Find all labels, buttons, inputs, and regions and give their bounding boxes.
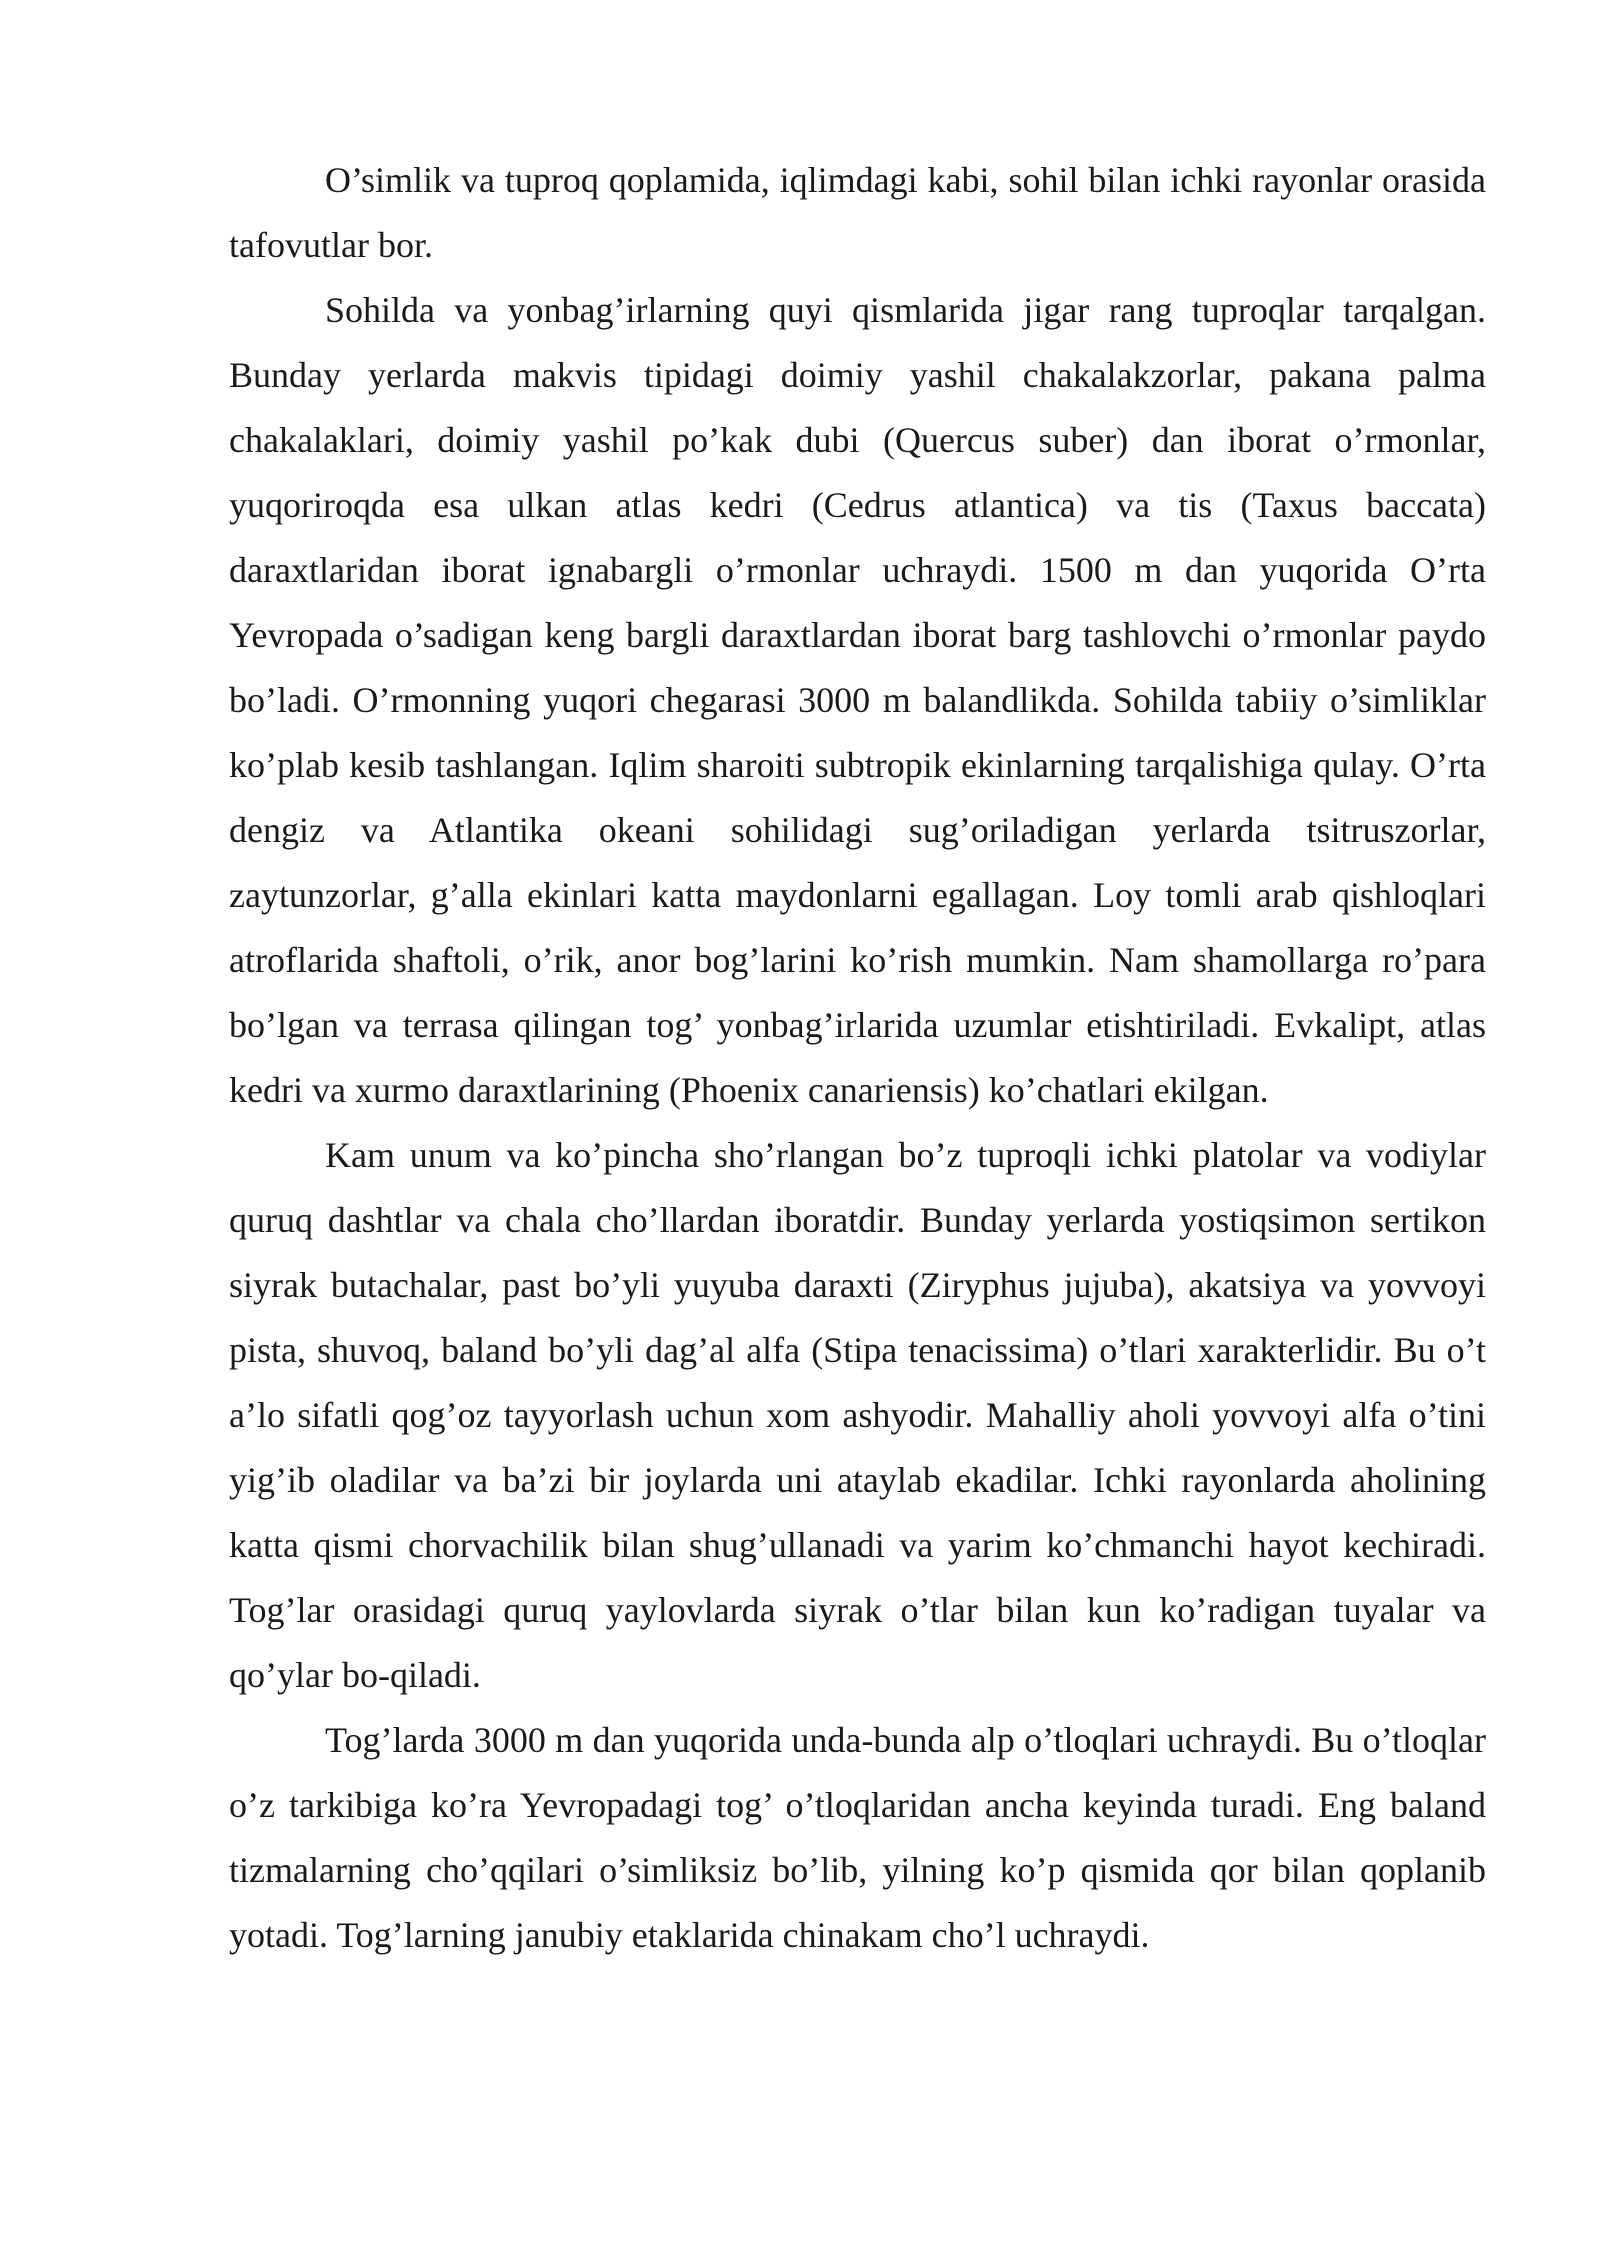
body-text (229, 148, 1486, 1968)
paragraph-vegetation-intro: O’simlik va tuproq qoplamida, iqlimdagi kabi, sohil bilan ichki rayonlar orasida tafovutlar bor. (229, 160, 1486, 265)
paragraph-mountain-meadows: Tog’larda 3000 m dan yuqorida unda-bunda alp o’tloqlari uchraydi. Bu o’tloqlar o’z tarkibiga ko’ra Yevropadagi tog’ o’tloqlaridan ancha keyinda turadi. Eng baland tizmalarning cho’qqilari o’simliksiz bo’lib, yilning ko’p qismida qor bilan qoplanib yotadi. Tog’larning janubiy etaklarida chinakam cho’l uchraydi. (229, 1720, 1486, 1955)
paragraph-inland-plateaus: Kam unum va ko’pincha sho’rlangan bo’z tuproqli ichki platolar va vodiylar quruq dashtlar va chala cho’llardan iboratdir. Bunday yerlarda yostiqsimon sertikon siyrak butachalar, past bo’yli yuyuba daraxti (Ziryphus jujuba), akatsiya va yovvoyi pista, shuvoq, baland bo’yli dag’al alfa (Stipa tenacissima) o’tlari xarakterlidir. Bu o’t a’lo sifatli qog’oz tayyorlash uchun xom ashyodir. Mahalliy aholi yovvoyi alfa o’tini yig’ib oladilar va ba’zi bir joylarda uni ataylab ekadilar. Ichki rayonlarda aholining katta qismi chorvachilik bilan shug’ullanadi va yarim ko’chmanchi hayot kechiradi. Tog’lar orasidagi quruq yaylovlarda siyrak o’tlar bilan kun ko’radigan tuyalar va qo’ylar bo-qiladi. (229, 1135, 1486, 1695)
paragraph-coastal-vegetation: Sohilda va yonbag’irlarning quyi qismlarida jigar rang tuproqlar tarqalgan. Bunday yerlarda makvis tipidagi doimiy yashil chakalakzorlar, pakana palma chakalaklari, doimiy yashil po’kak dubi (Quercus suber) dan iborat o’rmonlar, yuqoriroqda esa ulkan atlas kedri (Cedrus atlantica) va tis (Taxus baccata) daraxtlaridan iborat ignabargli o’rmonlar uchraydi. 1500 m dan yuqorida O’rta Yevropada o’sadigan keng bargli daraxtlardan iborat barg tashlovchi o’rmonlar paydo bo’ladi. O’rmonning yuqori chegarasi 3000 m balandlikda. Sohilda tabiiy o’simliklar ko’plab kesib tashlangan. Iqlim sharoiti subtropik ekinlarning tarqalishiga qulay. O’rta dengiz va Atlantika okeani sohilidagi sug’oriladigan yerlarda tsitruszorlar, zaytunzorlar, g’alla ekinlari katta maydonlarni egallagan. Loy tomli arab qishloqlari atroflarida shaftoli, o’rik, anor bog’larini ko’rish mumkin. Nam shamollarga ro’para bo’lgan va terrasa qilingan tog’ yonbag’irlarida uzumlar etishtiriladi. Evkalipt, atlas kedri va xurmo daraxtlarining (Phoenix canariensis) ko’chatlari ekilgan. (229, 290, 1486, 1110)
